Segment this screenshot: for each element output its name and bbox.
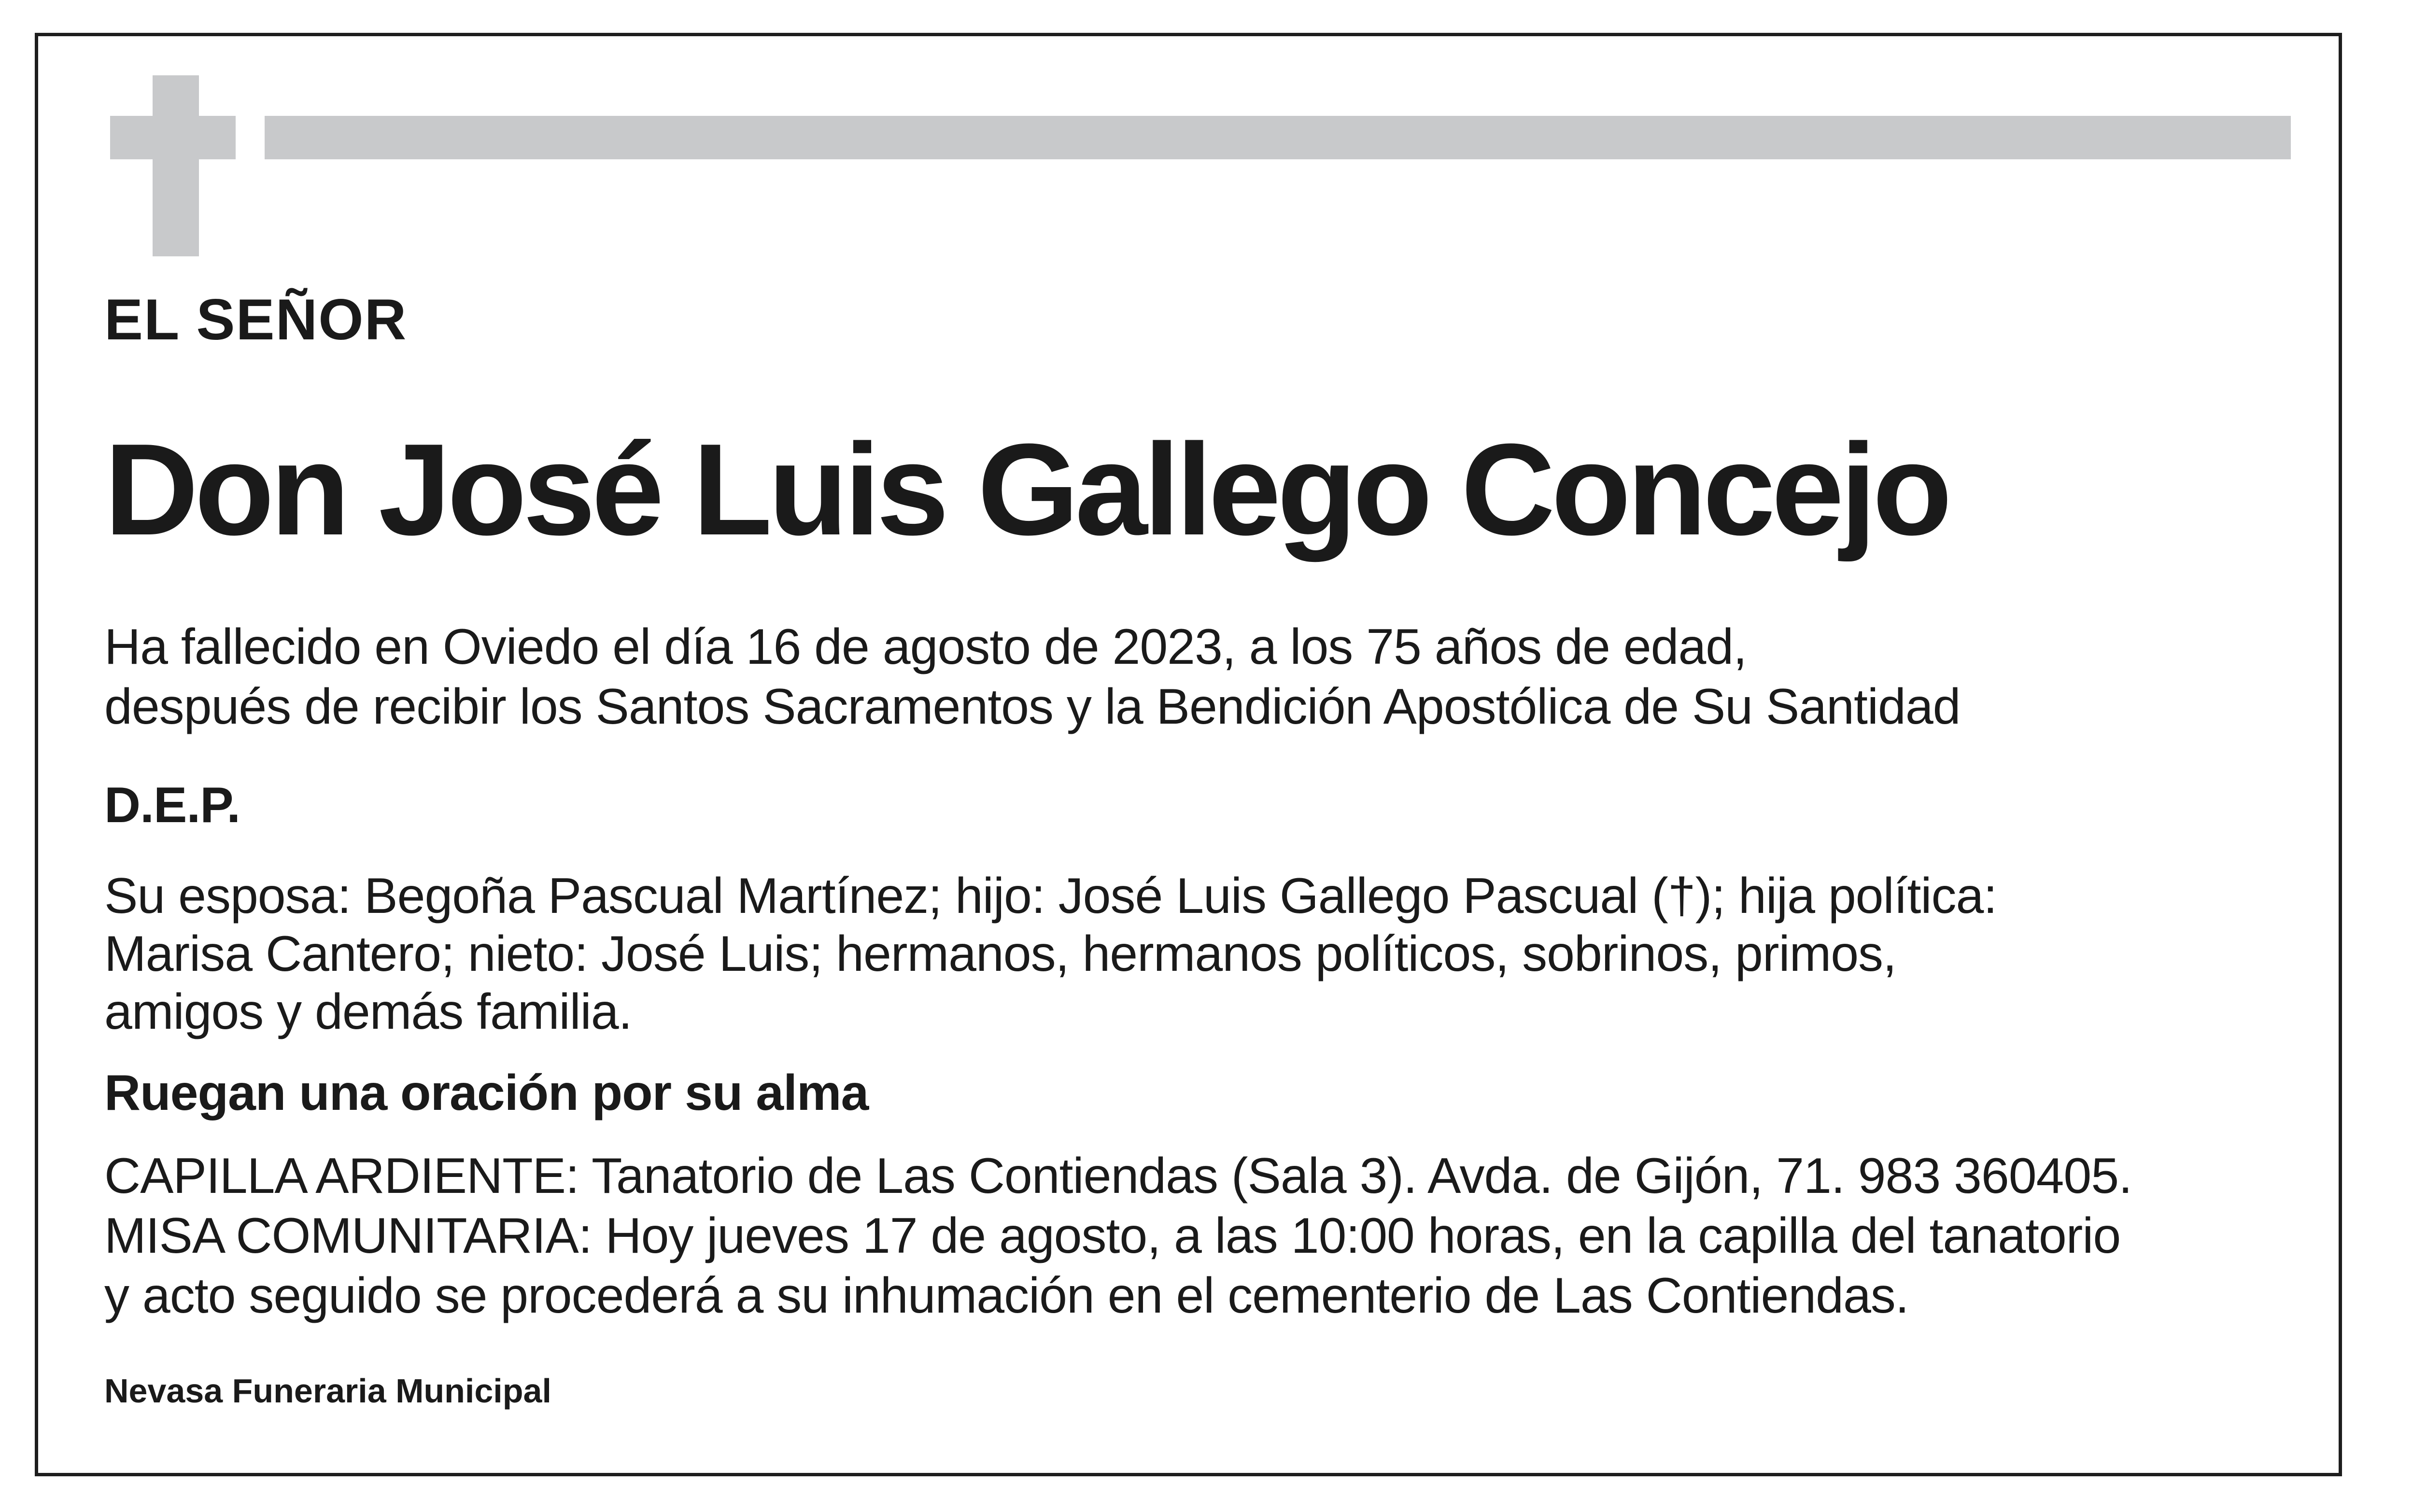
funeral-home: Nevasa Funeraria Municipal: [104, 1372, 551, 1410]
death-line: después de recibir los Santos Sacramentos y la Bendición Apostólica de Su Santidad: [104, 679, 1961, 735]
death-line: Ha fallecido en Oviedo el día 16 de agosto de 2023, a los 75 años de edad,: [104, 619, 1747, 675]
rip-text: D.E.P.: [104, 777, 240, 833]
service-line: y acto seguido se procederá a su inhumación en el cementerio de Las Contiendas.: [104, 1268, 1909, 1324]
prayer-request: Ruegan una oración por su alma: [104, 1065, 869, 1121]
family-line: Marisa Cantero; nieto: José Luis; hermanos, hermanos políticos, sobrinos, primos,: [104, 926, 1896, 982]
deceased-name: Don José Luis Gallego Concejo: [104, 417, 1948, 562]
cross-icon-arm: [110, 116, 236, 159]
service-line: CAPILLA ARDIENTE: Tanatorio de Las Contiendas (Sala 3). Avda. de Gijón, 71. 983 360405.: [104, 1148, 2132, 1204]
honorific: EL SEÑOR: [104, 287, 408, 352]
family-line: Su esposa: Begoña Pascual Martínez; hijo: José Luis Gallego Pascual (†); hija política:: [104, 868, 1997, 924]
cross-icon: [153, 75, 199, 256]
family-line: amigos y demás familia.: [104, 984, 632, 1040]
service-line: MISA COMUNITARIA: Hoy jueves 17 de agosto, a las 10:00 horas, en la capilla del tanatorio: [104, 1208, 2121, 1264]
header-rule: [265, 116, 2291, 159]
